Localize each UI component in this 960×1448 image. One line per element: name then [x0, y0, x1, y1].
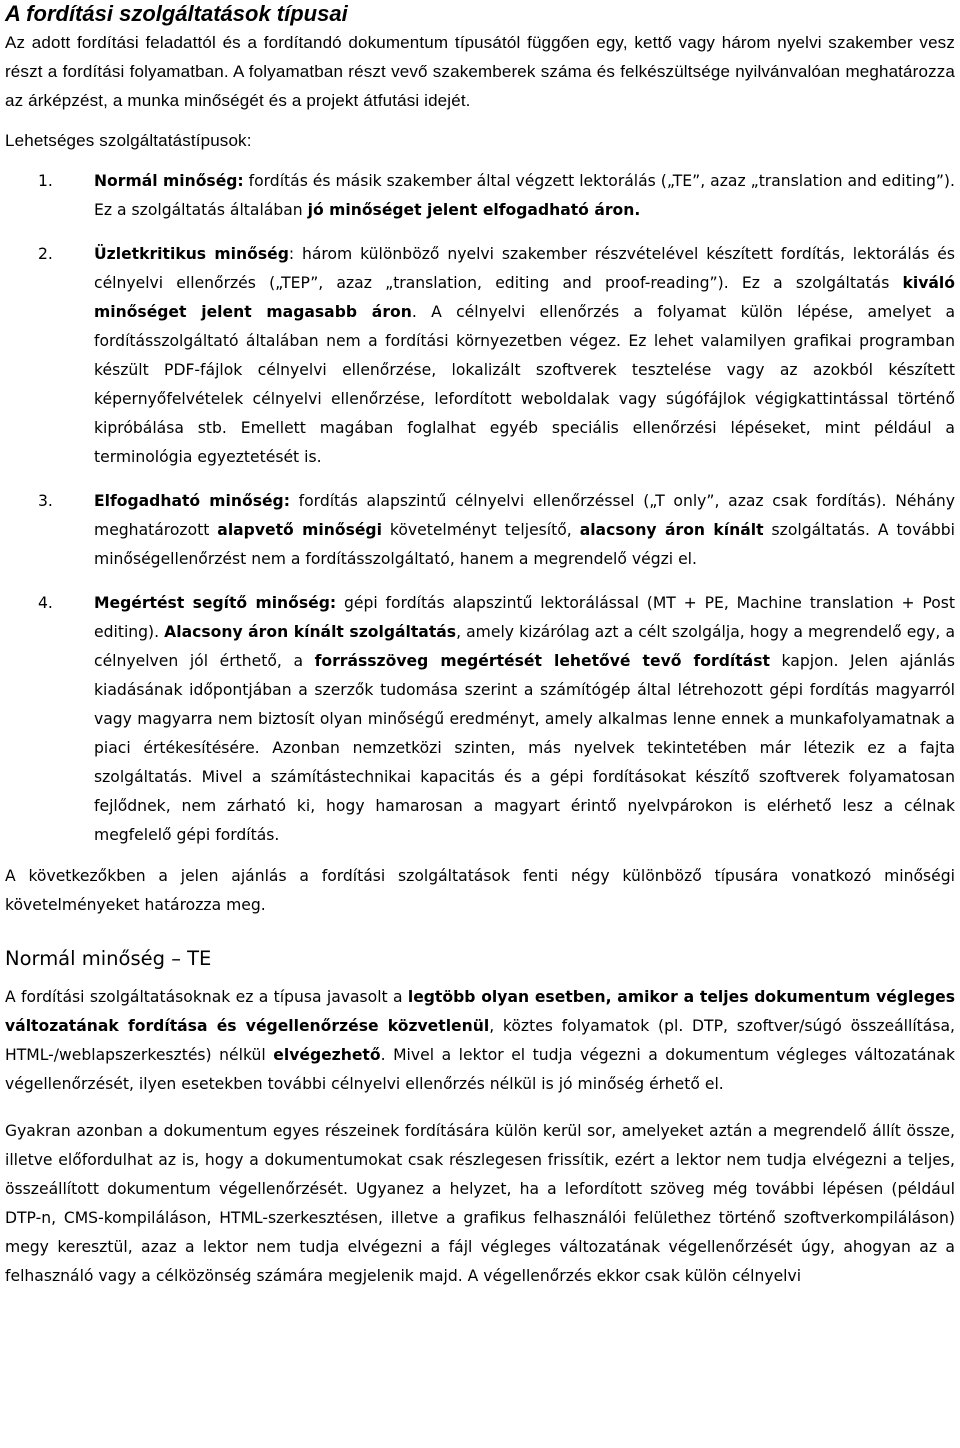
bold-run: alapvető minőségi: [217, 521, 382, 539]
item-text: [94, 240, 955, 472]
item-number: 1.: [38, 172, 53, 190]
bold-run: forrásszöveg megértését lehetővé tevő fordítást: [314, 652, 770, 670]
section-paragraph-1: [5, 983, 955, 1099]
section-paragraph-2: Gyakran azonban a dokumentum egyes részeinek fordítására külön kerül sor, amelyeket aztán a megrendelő állít össze, illetve előfordulhat az is, hogy a dokumentumokat csak részlegesen frissítik, ezért a lektor nem tudja elvégezni a teljes, összeállított dokumentum végellenőrzését. Ugyanez a helyzet, ha a lefordított szöveg még további lépésen (például DTP-n, CMS-kompiláláson, HTML-szerkesztésen, illetve a grafikus felhasználói felülethez történő szoftverkompiláláson) megy keresztül, azaz a lektor nem tudja elvégezni a fájl végleges változatának végellenőrzését úgy, ahogyan az a felhasználó vagy a célközönség számára megjelenik majd. A végellenőrzés ekkor csak külön célnyelvi: [5, 1122, 955, 1285]
text-run: gépi fordítás alapszintű lektorálással (MT + PE, Machine translation + Post editing).: [94, 594, 955, 641]
text-run: fordítás alapszintű célnyelvi ellenőrzéssel („T only”, azaz csak fordítás). Néhány meghatározott: [94, 492, 956, 539]
bold-run: jó minőséget jelent elfogadható áron.: [307, 201, 641, 219]
bold-run: Megértést segítő minőség:: [94, 594, 337, 612]
text-run: , amely kizárólag azt a célt szolgálja, hogy a megrendelő egy, a célnyelven jól érthető, a: [94, 623, 955, 670]
text-run: . A célnyelvi ellenőrzés a folyamat külön lépése, amelyet a fordításszolgáltató általában nem a fordítási környezetben végez. Ez lehet valamilyen grafikai programban készült PDF-fájlok célnyelvi ellenőrzése, lokalizált szoftverek tesztelése vagy az azokból készített képernyőfelvételek célnyelvi ellenőrzése, lefordított weboldalak vagy súgófájlok végigkattintással történő kipróbálása stb. Emellett magában foglalhat egyéb speciális ellenőrzési lépéseket, mint például a terminológia egyeztetését is.: [94, 303, 956, 466]
list-item: [5, 589, 955, 850]
text-run: : három különböző nyelvi szakember részvételével készített fordítás, lektorálás és célnyelvi ellenőrzés („TEP”, azaz „translation, editing and proof-reading”). Ez a szolgáltatás: [94, 245, 955, 292]
text-run: A fordítási szolgáltatásoknak ez a típusa javasolt a: [5, 988, 408, 1006]
item-number: 3.: [38, 492, 53, 510]
intro-paragraph: Az adott fordítási feladattól és a fordítandó dokumentum típusától függően egy, kettő vagy három nyelvi szakember vesz részt a fordítási folyamatban. A folyamatban részt vevő szakemberek száma és felkészültsége nyilvánvalóan meghatározza az árképzést, a munka minőségét és a projekt átfutási idejét.: [5, 33, 955, 110]
item-number: 2.: [38, 245, 53, 263]
document-page: [5, 0, 955, 1291]
service-types-list: [5, 167, 955, 850]
list-item: [5, 240, 955, 472]
types-label: Lehetséges szolgáltatástípusok:: [5, 131, 252, 150]
bold-run: Normál minőség:: [94, 172, 244, 190]
bold-run: Alacsony áron kínált szolgáltatás: [164, 623, 457, 641]
document-title: A fordítási szolgáltatások típusai: [5, 1, 348, 26]
bold-run: Üzletkritikus minőség: [94, 245, 289, 263]
section-title: Normál minőség – TE: [5, 947, 212, 970]
item-text: [94, 487, 955, 574]
text-run: szolgáltatás. A további minőségellenőrzést nem a fordításszolgáltató, hanem a megrendelő végzi el.: [94, 521, 956, 568]
text-run: . Mivel a lektor el tudja végezni a dokumentum végleges változatának végellenőrzését, ilyen esetekben további célnyelvi ellenőrzés nélkül is jó minőség érhető el.: [5, 1046, 955, 1093]
text-run: fordítás és másik szakember által végzett lektorálás („TE”, azaz „translation and editing”). Ez a szolgáltatás általában: [94, 172, 955, 219]
item-text: [94, 589, 955, 850]
bold-run: alacsony áron kínált: [579, 521, 764, 539]
text-run: , köztes folyamatok (pl. DTP, szoftver/súgó összeállítása, HTML-/weblapszerkesztés) nélkül: [5, 1017, 955, 1064]
bold-run: legtöbb olyan esetben, amikor a teljes dokumentum végleges változatának fordítása és végellenőrzése közvetlenül: [5, 988, 955, 1035]
item-number: 4.: [38, 594, 53, 612]
list-item: [5, 487, 955, 574]
text-run: követelményt teljesítő,: [381, 521, 580, 539]
bold-run: Elfogadható minőség:: [94, 492, 290, 510]
item-text: [94, 167, 955, 225]
bold-run: elvégezhető: [273, 1046, 381, 1064]
text-run: kapjon. Jelen ajánlás kiadásának időpontjában a szerzők tudomása szerint a számítógép által létrehozott gépi fordítás magyarról vagy magyarra nem biztosít olyan minőségű eredményt, amely alkalmas lenne ennek a munkafolyamatnak a piaci értékesítésére. Azonban nemzetközi szinten, más nyelvek tekintetében már létezik ez a fajta szolgáltatás. Mivel a számítástechnikai kapacitás és a gépi fordításokat készítő szoftverek folyamatosan fejlődnek, nem zárható ki, hogy hamarosan a magyart érintő nyelvpárokon is elérhető lesz a célnak megfelelő gépi fordítás.: [94, 652, 955, 844]
bold-run: kiváló minőséget jelent magasabb áron: [94, 274, 955, 321]
after-list-paragraph: A következőkben a jelen ajánlás a fordítási szolgáltatások fenti négy különböző típusára vonatkozó minőségi követelményeket határozza meg.: [5, 867, 955, 914]
list-item: [5, 167, 955, 225]
